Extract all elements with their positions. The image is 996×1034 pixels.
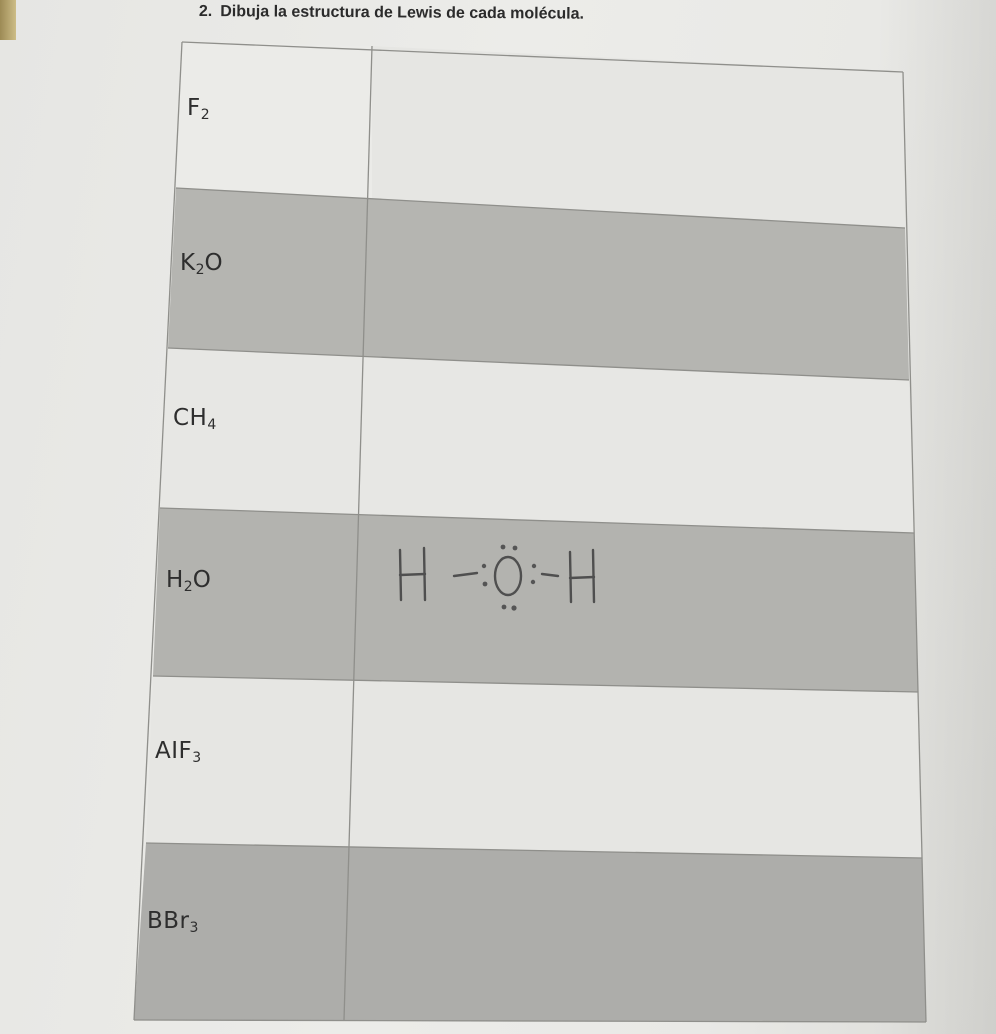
- formula-k2o: $K_2O$: [180, 250, 223, 278]
- question-number: 2.: [198, 3, 213, 21]
- handwritten-lewis-structure-h2o: [380, 530, 620, 620]
- question-text: Dibuja la estructura de Lewis de cada molécula.: [220, 3, 585, 23]
- table-row-alf3: [146, 676, 922, 858]
- formula-h2o: $H_2O$: [166, 567, 211, 595]
- formula-bbr3: BBr$_3$: [147, 908, 199, 936]
- table-row-bbr3: [134, 843, 926, 1022]
- table-row-f2-answer: [372, 46, 905, 228]
- formula-ch4: $CH_4$: [173, 405, 217, 433]
- formula-alf3: $AIF_3$: [155, 738, 202, 766]
- formula-f2: $F_2$: [187, 95, 210, 123]
